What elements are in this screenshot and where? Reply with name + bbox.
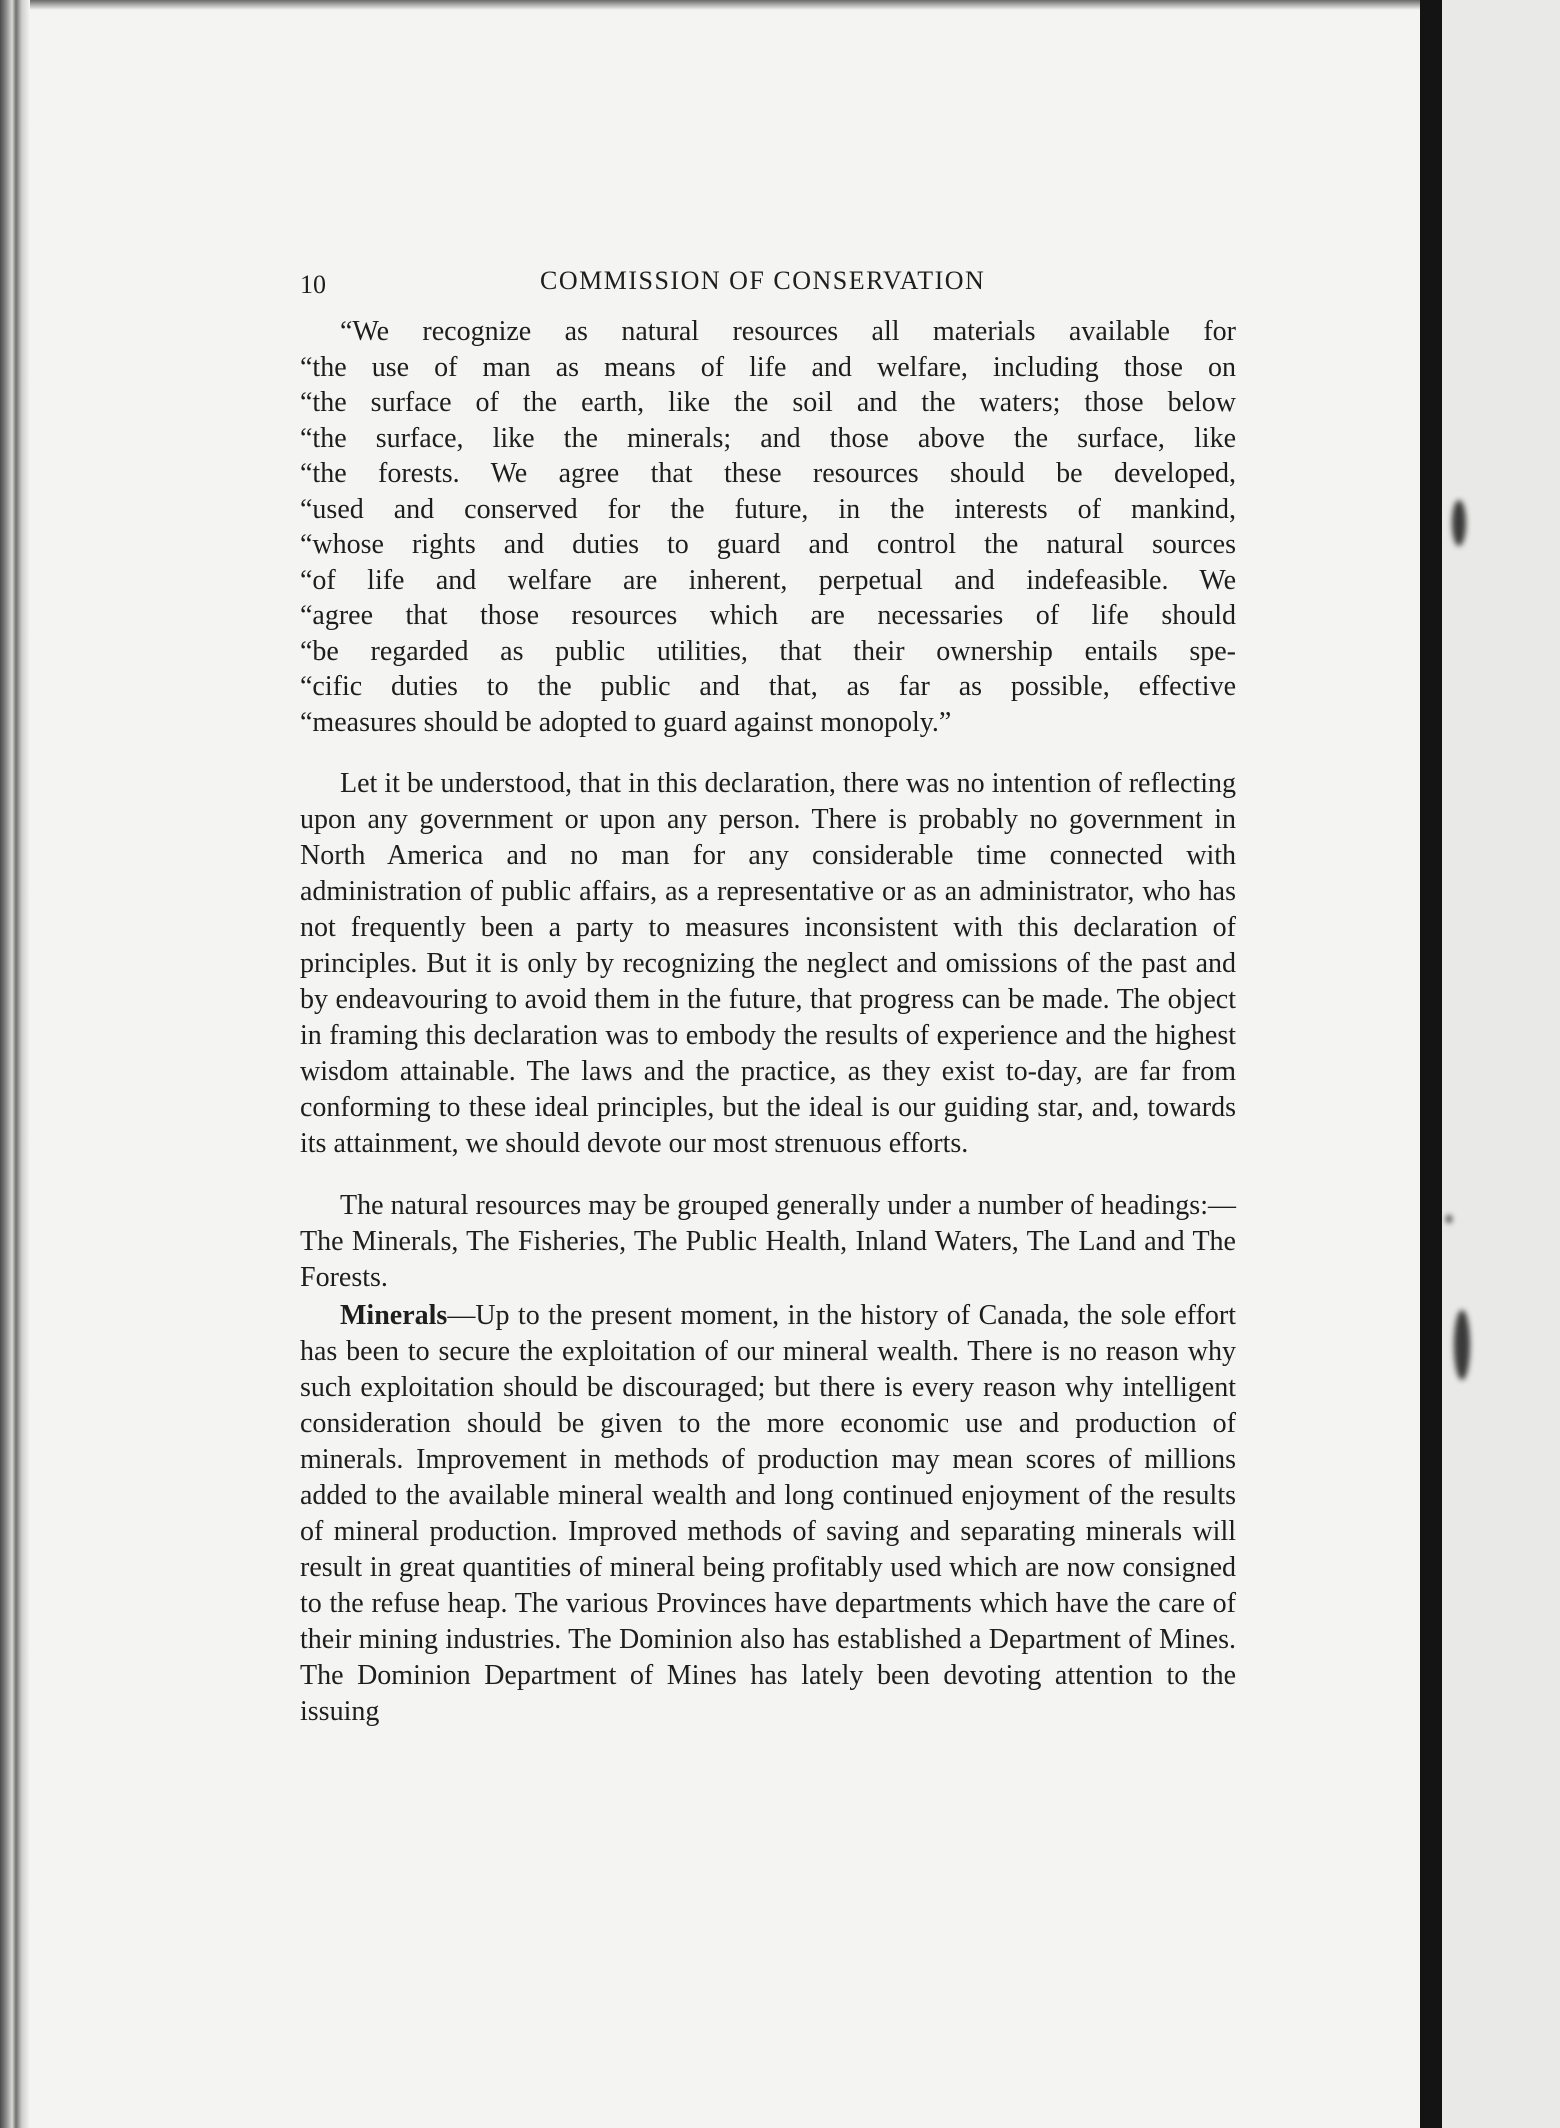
quote-line: “agree that those resources which are necessaries of life should <box>300 600 1236 631</box>
quote-line: “We recognize as natural resources all materials available for <box>340 316 1236 347</box>
scan-blot <box>1454 1310 1470 1380</box>
scan-blot <box>1446 1215 1452 1223</box>
binding-shadow <box>1420 0 1442 2128</box>
book-page <box>300 262 1236 1730</box>
quote-line: “the forests. We agree that these resources should be developed, <box>300 458 1236 489</box>
declaration-paragraph: Let it be understood, that in this declaration, there was no intention of reflecting upon any government or upon any person. There is probably no government in North America and no man for any considerable time connected with administration of public affairs, as a representative or as an administrator, who has not frequently been a party to measures inconsistent with this declaration of principles. But it is only by recognizing the neglect and omissions of the past and by endeavouring to avoid them in the future, that progress can be made. The object in framing this declaration was to embody the results of experience and the highest wisdom attainable. The laws and the practice, as they exist to-day, are far from conforming to these ideal principles, but the ideal is our guiding star, and, towards its attainment, we should devote our most strenuous efforts. <box>300 768 1236 1159</box>
quote-line: “measures should be adopted to guard against monopoly.” <box>300 706 952 738</box>
quote-line: “be regarded as public utilities, that their ownership entails spe- <box>300 635 1236 667</box>
minerals-paragraph <box>300 1298 1236 1730</box>
quote-line: “cific duties to the public and that, as far as possible, effective <box>300 671 1236 702</box>
quote-line: “the surface of the earth, like the soil and the waters; those below <box>300 387 1236 418</box>
quote-line: “used and conserved for the future, in the interests of mankind, <box>300 493 1236 525</box>
facing-page-edge <box>1442 0 1560 2128</box>
page-number: 10 <box>300 270 326 299</box>
quote-line: “the surface, like the minerals; and those above the surface, like <box>300 422 1236 454</box>
quoted-declaration <box>300 314 1236 740</box>
scan-top-edge <box>0 0 1560 10</box>
resources-paragraph: The natural resources may be grouped generally under a number of headings:—The Minerals, The Fisheries, The Public Health, Inland Waters, The Land and The Forests. <box>300 1190 1236 1293</box>
quote-line: “whose rights and duties to guard and control the natural sources <box>300 529 1236 560</box>
scan-left-edge <box>0 0 30 2128</box>
quote-line: “of life and welfare are inherent, perpetual and indefeasible. We <box>300 564 1236 596</box>
running-head <box>300 262 1236 302</box>
minerals-heading: Minerals <box>340 1300 448 1331</box>
running-title: COMMISSION OF CONSERVATION <box>540 266 986 295</box>
minerals-body: —Up to the present moment, in the history of Canada, the sole effort has been to secure the exploitation of our mineral wealth. There is no reason why such exploitation should be discouraged; but there is every reason why intelligent consideration should be given to the more economic use and production of minerals. Improvement in methods of production may mean scores of millions added to the available mineral wealth and long continued enjoyment of the results of mineral production. Improved methods of saving and separating minerals will result in great quantities of mineral being profitably used which are now consigned to the refuse heap. The various Provinces have departments which have the care of their mining industries. The Dominion also has established a Department of Mines. The Dominion Department of Mines has lately been devoting attention to the issuing <box>300 1300 1236 1727</box>
scan-blot <box>1452 500 1466 546</box>
quote-line: “the use of man as means of life and welfare, including those on <box>300 351 1236 383</box>
